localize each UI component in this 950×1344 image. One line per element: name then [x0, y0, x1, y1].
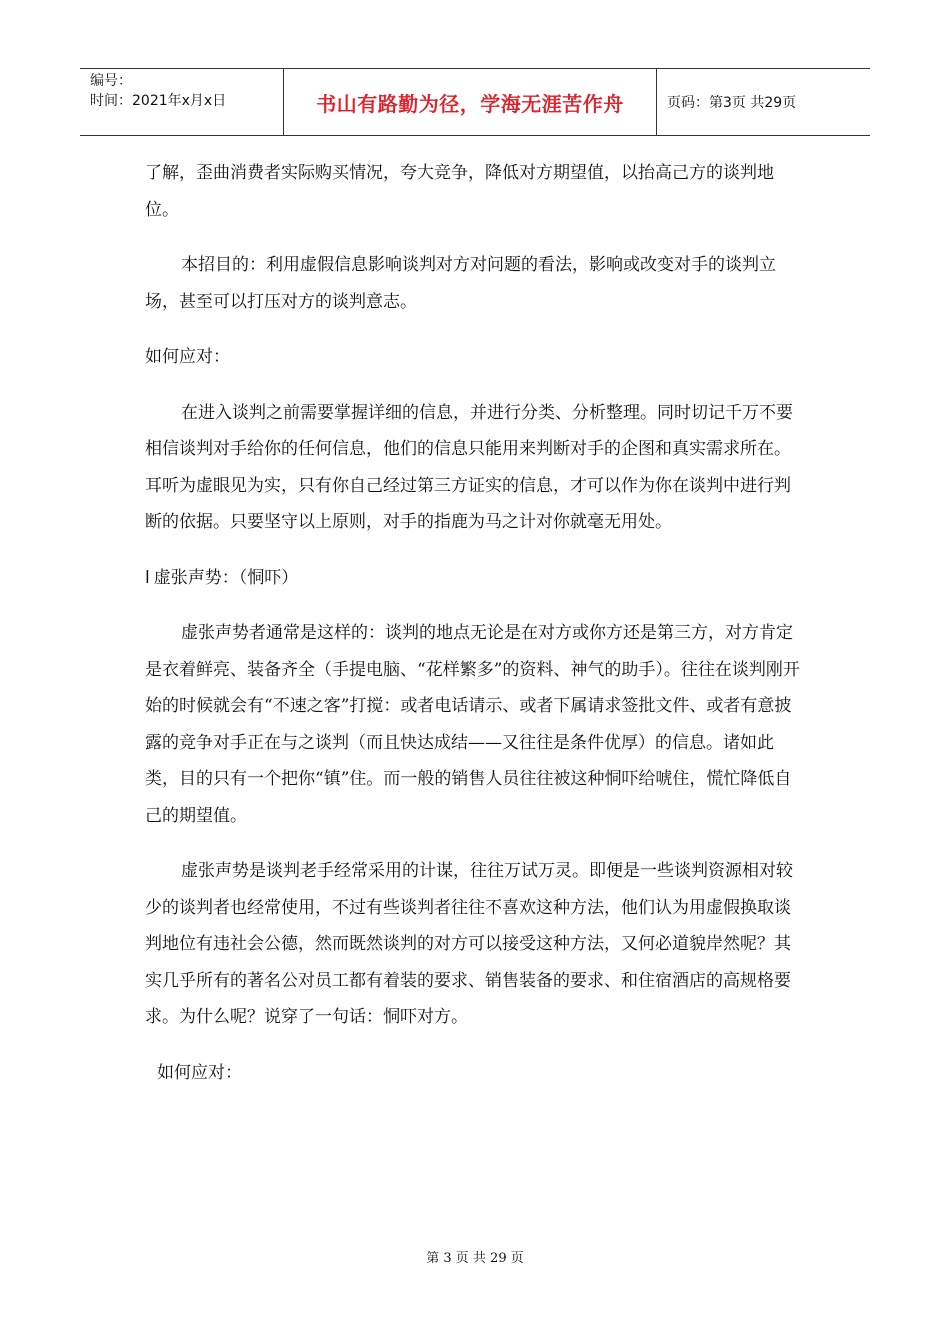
paragraph-7: 如何应对：: [157, 1062, 242, 1083]
paragraph-5: 虚张声势者通常是这样的：谈判的地点无论是在对方或你方还是第三方，对方肯定是衣着鲜亮、装备齐全（手提电脑、“花样繁多”的资料、神气的助手）。往往在谈判刚开始的时候就会有“不速之客”打搅：或者电话请示、或者下属请求签批文件、或者有意披露的竞争对手正在与之谈判（而且快达成结——又往往是条件优厚）的信息。诸如此类，目的只有一个把你“镇”住。而一般的销售人员往往被这种恫吓给唬住，慌忙降低自己的期望值。: [145, 623, 800, 826]
paragraph-6: 虚张声势是谈判老手经常采用的计谋，往往万试万灵。即便是一些谈判资源相对较少的谈判者也经常使用，不过有些谈判者往往不喜欢这种方法，他们认为用虚假换取谈判地位有违社会公德，然而既然谈判的对方可以接受这种方法，又何必道貌岸然呢？其实几乎所有的著名公对员工都有着装的要求、销售装备的要求、和住宿酒店的高规格要求。为什么呢？说穿了一句话：恫吓对方。: [145, 861, 793, 1027]
page-header: [80, 68, 870, 136]
header-time-label: 时间：2021年x月x日: [90, 93, 227, 109]
section-heading: [145, 560, 805, 597]
header-motto: 书山有路勤为径，学海无涯苦作舟: [284, 69, 657, 135]
paragraph-4: 在进入谈判之前需要掌握详细的信息，并进行分类、分析整理。同时切记千万不要相信谈判对手给你的任何信息，他们的信息只能用来判断对手的企图和真实需求所在。耳听为虚眼见为实，只有你自己经过第三方证实的信息，才可以作为你在谈判中进行判断的依据。只要坚守以上原则，对手的指鹿为马之计对你就毫无用处。: [145, 402, 793, 532]
paragraph-2: 本招目的：利用虚假信息影响谈判对方对问题的看法，影响或改变对手的谈判立场，甚至可以打压对方的谈判意志。: [145, 255, 776, 312]
paragraph-1: 了解，歪曲消费者实际购买情况，夸大竞争，降低对方期望值，以抬高己方的谈判地位。: [145, 163, 774, 220]
header-page-info: 页码：第3页 共29页: [667, 95, 797, 111]
document-body: [145, 155, 805, 1110]
section-heading-text: 虚张声势：（恫吓）: [153, 567, 299, 588]
paragraph-3: 如何应对：: [145, 347, 230, 367]
page-footer: 第 3 页 共 29 页: [426, 1251, 524, 1266]
header-number-label: 编号：: [90, 73, 132, 89]
bullet-mark: l: [145, 567, 150, 588]
header-meta: [80, 69, 284, 135]
